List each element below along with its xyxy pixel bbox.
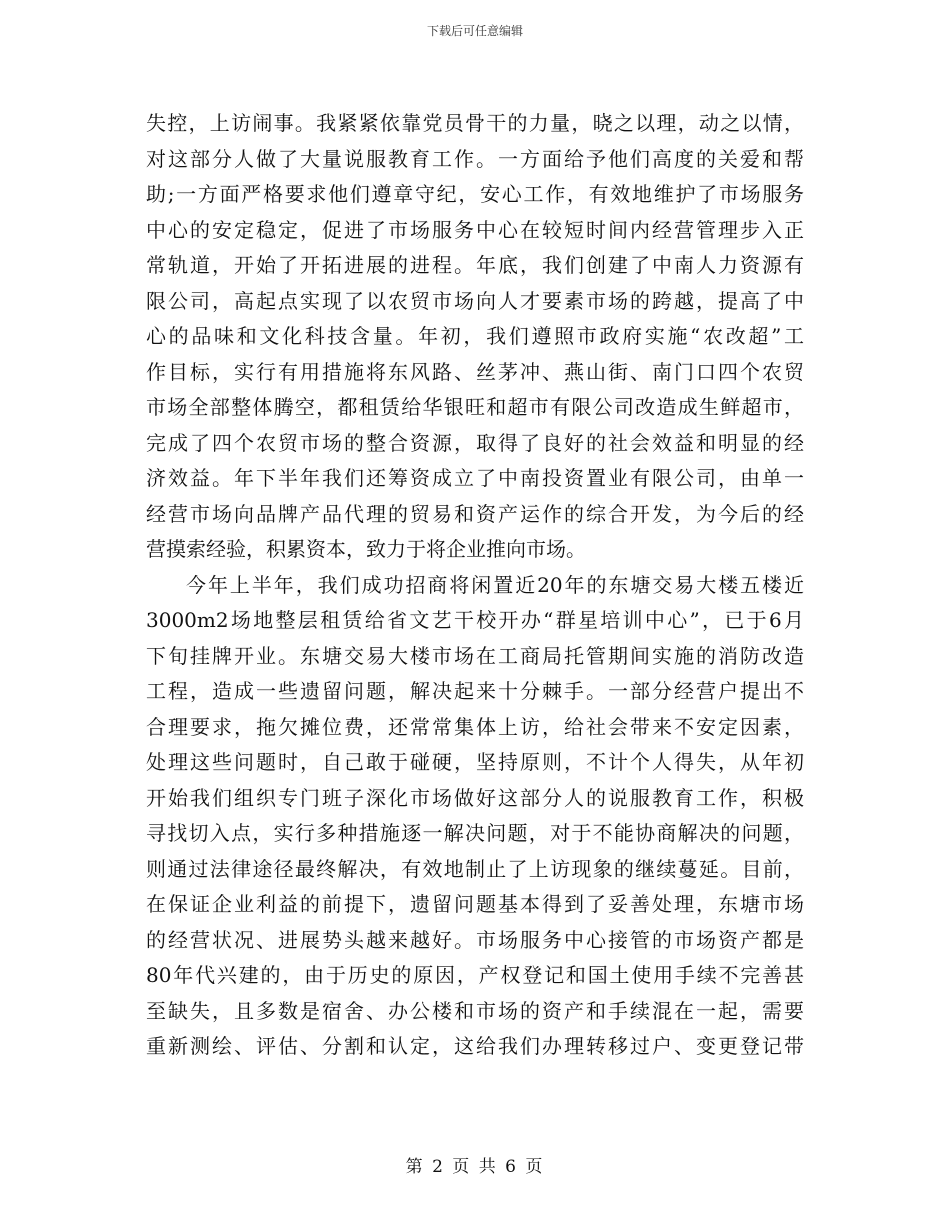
body-line: 市场全部整体腾空，都租赁给华银旺和超市有限公司改造成生鲜超市， bbox=[146, 395, 804, 419]
body-line: 寻找切入点，实行多种措施逐一解决问题，对于不能协商解决的问题， bbox=[146, 821, 804, 845]
body-line: 今年上半年，我们成功招商将闲置近20年的东塘交易大楼五楼近 bbox=[186, 572, 804, 597]
body-line: 工程，造成一些遗留问题，解决起来十分棘手。一部分经营户提出不 bbox=[146, 679, 804, 703]
body-line: 重新测绘、评估、分割和认定，这给我们办理转移过户、变更登记带 bbox=[146, 1034, 804, 1058]
body-line: 下旬挂牌开业。东塘交易大楼市场在工商局托管期间实施的消防改造 bbox=[146, 643, 804, 668]
document-body bbox=[146, 106, 804, 1065]
body-line: 营摸索经验，积累资本，致力于将企业推向市场。 bbox=[146, 537, 586, 561]
body-line: 限公司，高起点实现了以农贸市场向人才要素市场的跨越，提高了中 bbox=[146, 288, 804, 313]
body-line: 失控，上访闹事。我紧紧依靠党员骨干的力量，晓之以理，动之以情， bbox=[146, 111, 804, 135]
body-line: 至缺失，且多数是宿舍、办公楼和市场的资产和手续混在一起，需要 bbox=[146, 998, 804, 1023]
body-line: 助;一方面严格要求他们遵章守纪，安心工作，有效地维护了市场服务 bbox=[146, 182, 804, 206]
body-line: 则通过法律途径最终解决，有效地制止了上访现象的继续蔓延。目前， bbox=[146, 856, 804, 881]
body-line: 经营市场向品牌产品代理的贸易和资产运作的综合开发，为今后的经 bbox=[146, 501, 804, 526]
body-line: 的经营状况、进展势头越来越好。市场服务中心接管的市场资产都是 bbox=[146, 927, 804, 952]
body-line: 作目标，实行有用措施将东风路、丝茅冲、燕山街、南门口四个农贸 bbox=[146, 359, 804, 384]
body-line: 常轨道，开始了开拓进展的进程。年底，我们创建了中南人力资源有 bbox=[146, 253, 804, 277]
body-line: 3000m2场地整层租赁给省文艺干校开办“群星培训中心”，已于6月 bbox=[146, 608, 804, 632]
body-line: 合理要求，拖欠摊位费，还常常集体上访，给社会带来不安定因素， bbox=[146, 714, 804, 739]
page-header-note: 下载后可任意编辑 bbox=[426, 24, 523, 38]
body-line: 80年代兴建的，由于历史的原因，产权登记和国土使用手续不完善甚 bbox=[146, 963, 804, 987]
body-line: 处理这些问题时，自己敢于碰硬，坚持原则，不计个人得失，从年初 bbox=[146, 750, 804, 774]
body-line: 开始我们组织专门班子深化市场做好这部分人的说服教育工作，积极 bbox=[146, 785, 804, 810]
body-line: 中心的安定稳定，促进了市场服务中心在较短时间内经营管理步入正 bbox=[146, 217, 804, 242]
body-line: 济效益。年下半年我们还筹资成立了中南投资置业有限公司，由单一 bbox=[146, 466, 804, 490]
body-line: 完成了四个农贸市场的整合资源，取得了良好的社会效益和明显的经 bbox=[146, 430, 804, 455]
body-line: 对这部分人做了大量说服教育工作。一方面给予他们高度的关爱和帮 bbox=[146, 146, 804, 171]
body-line: 心的品味和文化科技含量。年初，我们遵照市政府实施“农改超”工 bbox=[146, 324, 804, 348]
page-number-footer: 第 2 页 共 6 页 bbox=[405, 1157, 545, 1177]
body-line: 在保证企业利益的前提下，遗留问题基本得到了妥善处理，东塘市场 bbox=[146, 892, 804, 916]
